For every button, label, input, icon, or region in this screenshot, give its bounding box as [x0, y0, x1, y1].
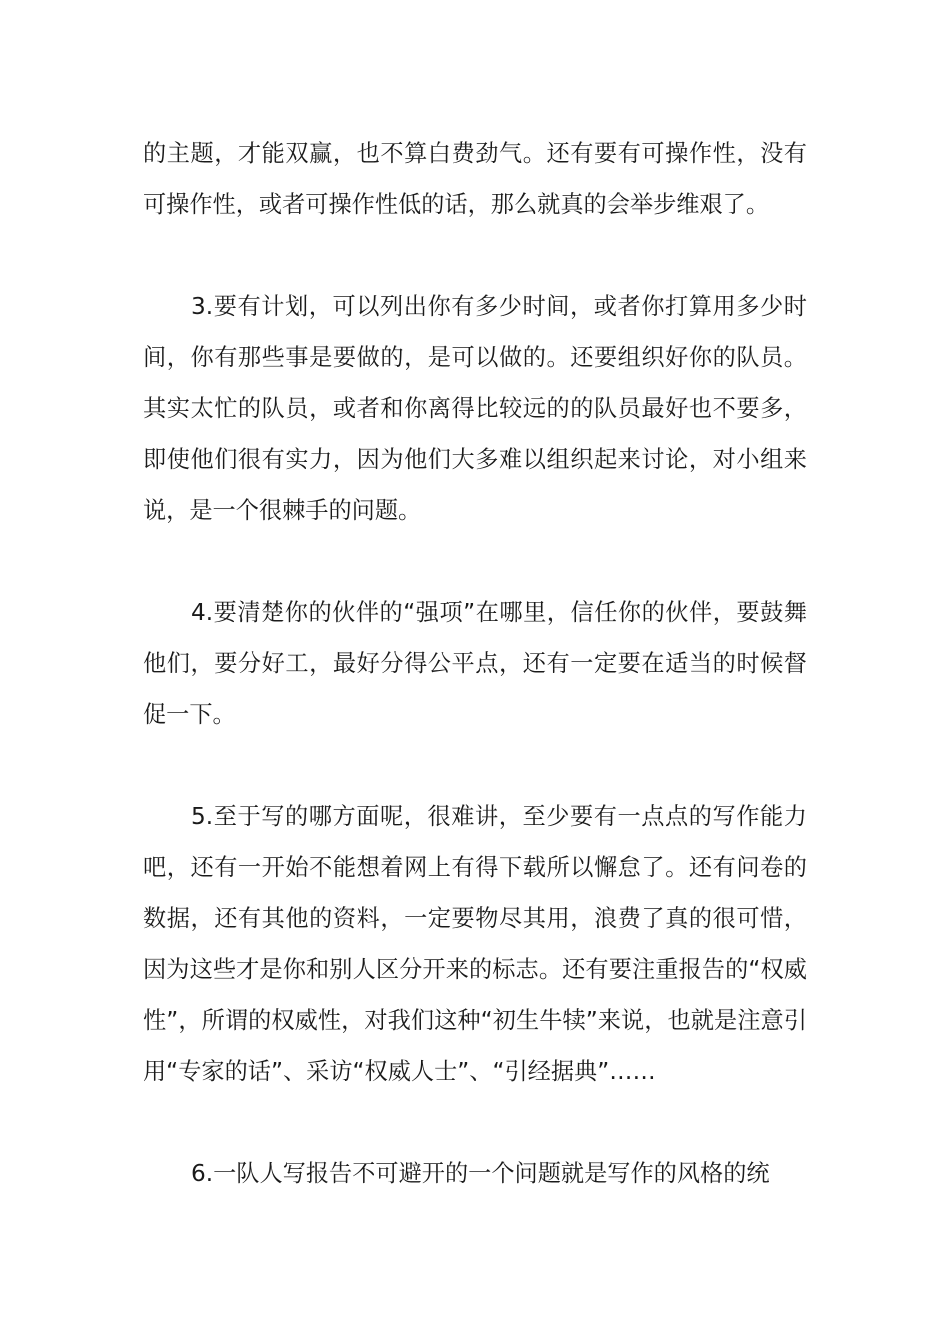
paragraph-item-5: 5.至于写的哪方面呢，很难讲，至少要有一点点的写作能力吧，还有一开始不能想着网上有得下载所以懈怠了。还有问卷的数据，还有其他的资料，一定要物尽其用，浪费了真的很可惜，因为这些才是你和别人区分开来的标志。还有要注重报告的“权威性”，所谓的权威性，对我们这种“初生牛犊”来说，也就是注意引用“专家的话”、采访“权威人士”、“引经据典”……	[143, 803, 807, 1085]
paragraph-item-3: 3.要有计划，可以列出你有多少时间，或者你打算用多少时间，你有那些事是要做的，是可以做的。还要组织好你的队员。其实太忙的队员，或者和你离得比较远的的队员最好也不要多，即使他们很有实力，因为他们大多难以组织起来讨论，对小组来说，是一个很棘手的问题。	[143, 293, 807, 524]
paragraph-item-6: 6.一队人写报告不可避开的一个问题就是写作的风格的统	[191, 1160, 770, 1187]
paragraph-spacer	[143, 740, 807, 791]
paragraph-spacer	[143, 536, 807, 587]
document-body	[143, 128, 807, 1199]
paragraph-spacer	[143, 230, 807, 281]
paragraph-item-4: 4.要清楚你的伙伴的“强项”在哪里，信任你的伙伴，要鼓舞他们，要分好工，最好分得公平点，还有一定要在适当的时候督促一下。	[143, 599, 807, 728]
paragraph-continuation: 的主题，才能双赢，也不算白费劲气。还有要有可操作性，没有可操作性，或者可操作性低的话，那么就真的会举步维艰了。	[143, 140, 807, 218]
paragraph-spacer	[143, 1097, 807, 1148]
